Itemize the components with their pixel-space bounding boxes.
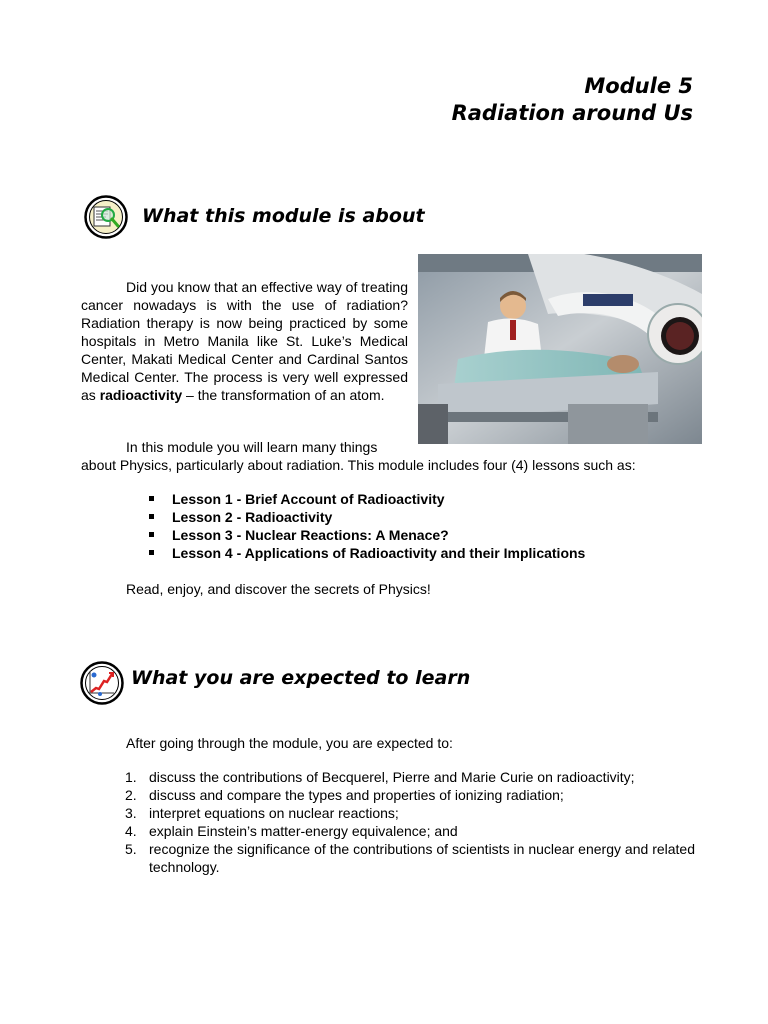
closing-text: Read, enjoy, and discover the secrets of Physics! [126, 581, 431, 597]
objective-number: 3. [125, 805, 137, 821]
module-number: Module 5 [584, 74, 693, 98]
objective-text: discuss and compare the types and properties of ionizing radiation; [149, 787, 564, 803]
objective-text: discuss the contributions of Becquerel, Pierre and Marie Curie on radioactivity; [149, 769, 635, 785]
objective-list [125, 768, 695, 876]
radiation-therapy-photo [418, 254, 702, 444]
objective-number: 4. [125, 823, 137, 839]
objective-text: interpret equations on nuclear reactions; [149, 805, 399, 821]
list-item [125, 822, 695, 840]
lessons-intro [81, 438, 681, 474]
intro-text: Did you know that an effective way of treating cancer nowadays is with the use of radiation? Radiation therapy is now being practiced by some hospitals in Metro Manila like St. Luke’s Medical Center, Makati Medical Center and Cardinal Santos Medical Center. The process is very well expressed as [81, 279, 408, 403]
objective-number: 5. [125, 841, 137, 857]
objective-text: explain Einstein’s matter-energy equivalence; and [149, 823, 458, 839]
list-item: Lesson 4 - Applications of Radioactivity and their Implications [147, 544, 585, 562]
lessons-intro-line1: In this module you will learn many things [126, 439, 378, 455]
module-title: Radiation around Us [451, 101, 693, 125]
list-item: Lesson 1 - Brief Account of Radioactivity [147, 490, 585, 508]
objective-text: recognize the significance of the contributions of scientists in nuclear energy and related technology. [149, 841, 695, 875]
rising-chart-icon [80, 661, 124, 705]
intro-paragraph [81, 278, 408, 404]
intro-tail: – the transformation of an atom. [182, 387, 385, 403]
section-title-learn: What you are expected to learn [131, 667, 471, 689]
list-item [125, 840, 695, 876]
list-item: Lesson 3 - Nuclear Reactions: A Menace? [147, 526, 585, 544]
list-item [125, 804, 695, 822]
list-item [125, 768, 695, 786]
lesson-list [147, 490, 585, 562]
magnifier-document-icon [84, 195, 128, 239]
list-item: Lesson 2 - Radioactivity [147, 508, 585, 526]
radioactivity-term: radioactivity [99, 387, 183, 403]
objective-number: 1. [125, 769, 137, 785]
objective-number: 2. [125, 787, 137, 803]
lessons-intro-line2: about Physics, particularly about radiation. This module includes four (4) lessons such as: [81, 457, 636, 473]
objectives-intro: After going through the module, you are expected to: [126, 735, 453, 751]
list-item [125, 786, 695, 804]
section-title-about: What this module is about [142, 205, 425, 227]
